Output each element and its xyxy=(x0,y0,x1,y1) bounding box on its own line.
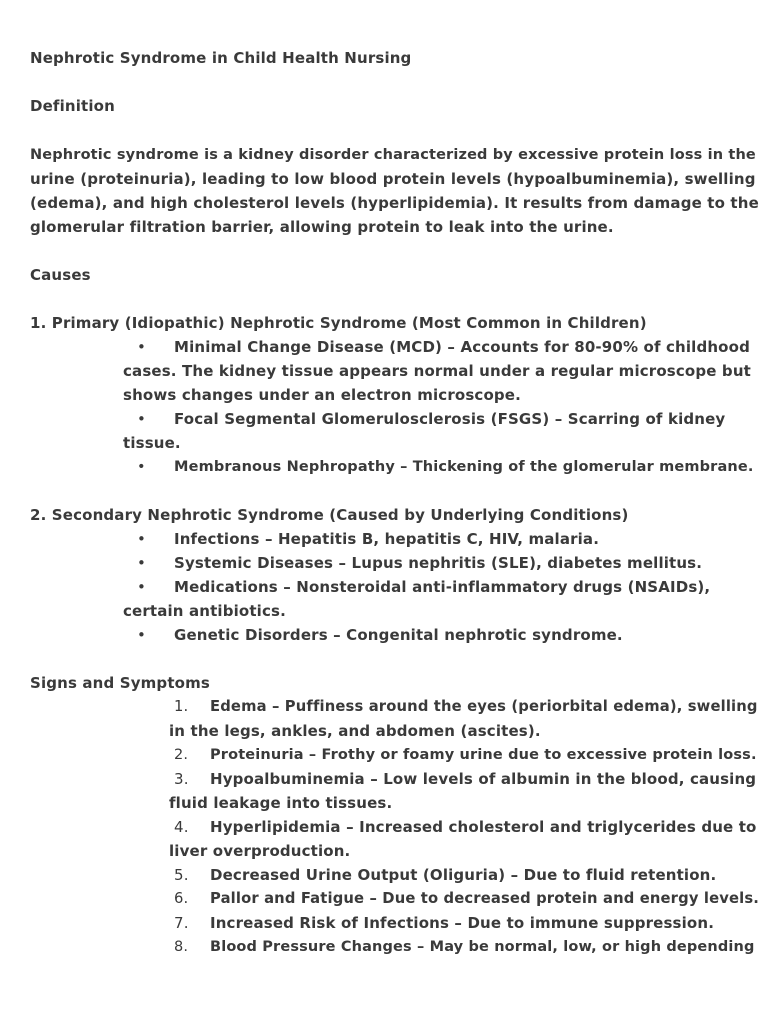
list-item-continuation: tissue. xyxy=(123,434,181,452)
sign-item xyxy=(174,767,756,791)
sign-item xyxy=(174,695,758,719)
secondary-cause-item xyxy=(137,527,599,551)
definition-paragraph-line: urine (proteinuria), leading to low blood protein levels (hypoalbuminemia), swelling xyxy=(30,170,756,188)
secondary-cause-item xyxy=(137,575,710,599)
bullet-marker: • xyxy=(137,578,146,596)
list-item-text: Proteinuria – Frothy or foamy urine due to excessive protein loss. xyxy=(210,747,757,763)
definition-heading: Definition xyxy=(30,97,115,115)
list-item-text: Infections – Hepatitis B, hepatitis C, HIV, malaria. xyxy=(174,530,600,548)
bullet-marker: • xyxy=(137,338,146,356)
list-item-text: Membranous Nephropathy – Thickening of the glomerular membrane. xyxy=(174,459,754,475)
bullet-marker: • xyxy=(137,530,146,548)
primary-causes-heading: 1. Primary (Idiopathic) Nephrotic Syndrome (Most Common in Children) xyxy=(30,314,647,332)
list-item-text: Pallor and Fatigue – Due to decreased protein and energy levels. xyxy=(210,890,760,907)
secondary-cause-item xyxy=(137,623,623,647)
list-item-continuation: fluid leakage into tissues. xyxy=(169,794,393,812)
list-item-text: Edema – Puffiness around the eyes (periorbital edema), swelling xyxy=(210,698,758,715)
number-marker: 5. xyxy=(174,866,189,884)
document-title: Nephrotic Syndrome in Child Health Nursing xyxy=(30,49,412,67)
number-marker: 1. xyxy=(174,698,189,715)
signs-heading: Signs and Symptoms xyxy=(30,674,210,692)
list-item-continuation: in the legs, ankles, and abdomen (ascites). xyxy=(169,722,541,740)
bullet-marker: • xyxy=(137,459,146,475)
list-item-text: Increased Risk of Infections – Due to immune suppression. xyxy=(210,914,715,932)
sign-item xyxy=(174,815,757,839)
list-item-text: Systemic Diseases – Lupus nephritis (SLE), diabetes mellitus. xyxy=(174,554,703,572)
primary-cause-item xyxy=(137,455,754,479)
definition-paragraph-line: Nephrotic syndrome is a kidney disorder characterized by excessive protein loss in the xyxy=(30,147,756,163)
bullet-marker: • xyxy=(137,554,146,572)
list-item-text: Medications – Nonsteroidal anti-inflammatory drugs (NSAIDs), xyxy=(174,578,711,596)
number-marker: 6. xyxy=(174,890,189,907)
sign-item xyxy=(174,935,755,959)
list-item-text: Minimal Change Disease (MCD) – Accounts for 80-90% of childhood xyxy=(174,338,750,356)
number-marker: 8. xyxy=(174,939,189,955)
sign-item xyxy=(174,863,716,887)
number-marker: 7. xyxy=(174,914,189,932)
list-item-text: Hyperlipidemia – Increased cholesterol and triglycerides due to xyxy=(210,818,757,836)
list-item-continuation: shows changes under an electron microscope. xyxy=(123,386,521,404)
list-item-text: Focal Segmental Glomerulosclerosis (FSGS) – Scarring of kidney xyxy=(174,410,726,428)
list-item-continuation: liver overproduction. xyxy=(169,842,351,860)
list-item-text: Hypoalbuminemia – Low levels of albumin in the blood, causing xyxy=(210,770,757,788)
list-item-text: Blood Pressure Changes – May be normal, low, or high depending xyxy=(210,939,755,955)
secondary-causes-heading: 2. Secondary Nephrotic Syndrome (Caused by Underlying Conditions) xyxy=(30,506,629,524)
definition-paragraph-line: glomerular filtration barrier, allowing protein to leak into the urine. xyxy=(30,218,614,236)
list-item-continuation: cases. The kidney tissue appears normal under a regular microscope but xyxy=(123,362,751,380)
sign-item xyxy=(174,743,757,767)
bullet-marker: • xyxy=(137,410,146,428)
bullet-marker: • xyxy=(137,626,146,644)
primary-cause-item xyxy=(137,407,725,431)
number-marker: 4. xyxy=(174,818,189,836)
sign-item xyxy=(174,887,759,911)
list-item-text: Decreased Urine Output (Oliguria) – Due to fluid retention. xyxy=(210,866,717,884)
primary-cause-item xyxy=(137,335,750,359)
list-item-text: Genetic Disorders – Congenital nephrotic syndrome. xyxy=(174,626,623,644)
causes-heading: Causes xyxy=(30,266,91,284)
sign-item xyxy=(174,911,714,935)
secondary-cause-item xyxy=(137,551,702,575)
number-marker: 2. xyxy=(174,747,189,763)
definition-paragraph-line: (edema), and high cholesterol levels (hyperlipidemia). It results from damage to the xyxy=(30,194,759,212)
list-item-continuation: certain antibiotics. xyxy=(123,602,286,620)
number-marker: 3. xyxy=(174,770,189,788)
